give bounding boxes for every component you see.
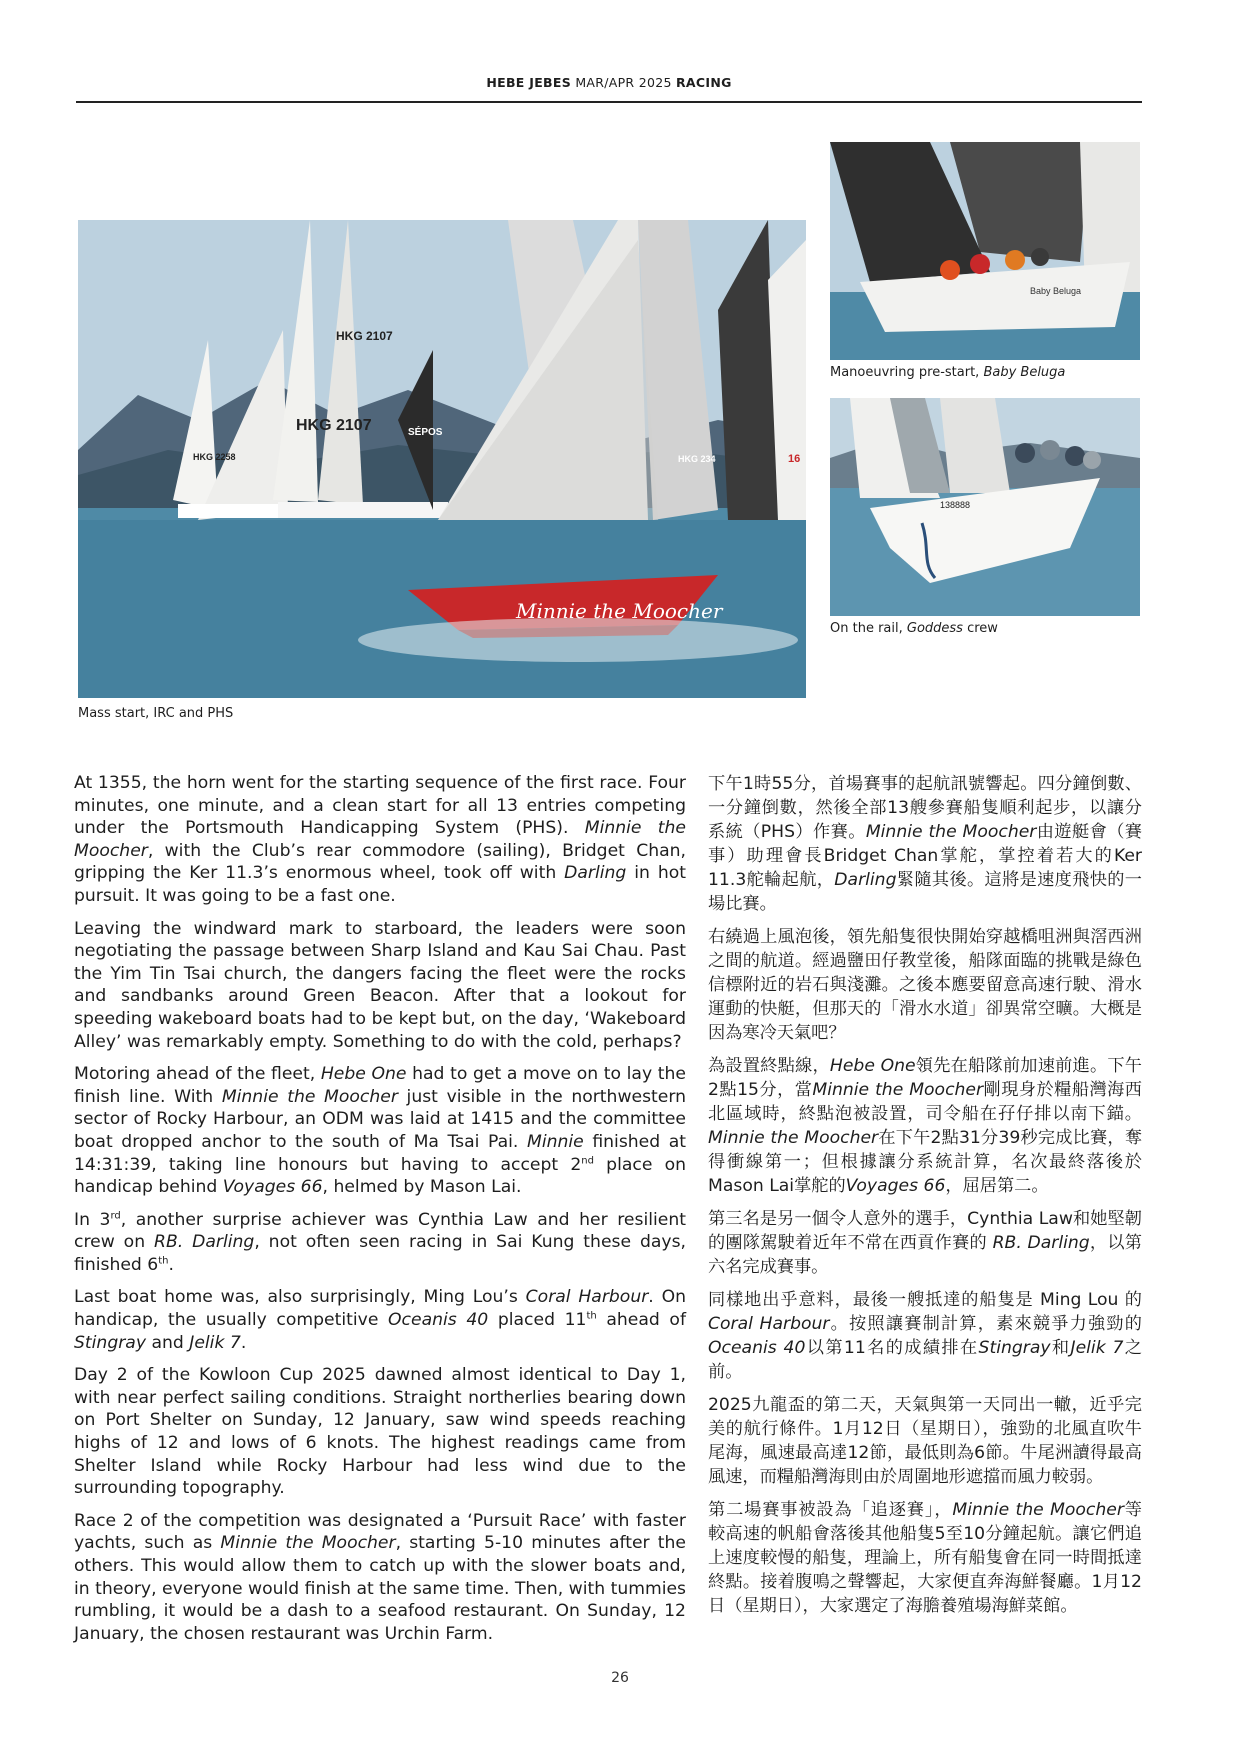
mid-right-caption-boat: Goddess [906, 621, 963, 636]
top-right-photo [830, 142, 1140, 360]
chinese-paragraph-6: 2025九龍盃的第二天，天氣與第一天同出一轍，近乎完美的航行條件。1月12日（星期日），強勁的北風直吹牛尾海，風速最高達12節，最低則為6節。牛尾洲讀得最高風速，而糧船灣海則由於周圍地形遮擋而風力較弱。 [708, 1395, 1142, 1487]
mid-right-caption-text: On the rail, [830, 621, 907, 636]
english-paragraph-7: Race 2 of the competition was designated a ‘Pursuit Race’ with faster yachts, such as Minnie the Moocher, starting 5-10 minutes after the others. This would allow them to catch up with the slower boats and, in theory, everyone would finish at the same time. Then, with tummies rumbling, it would be a dash to a seafood restaurant. On Sunday, 12 January, the chosen restaurant was Urchin Farm. [74, 1510, 687, 1644]
main-photo-caption: Mass start, IRC and PHS [78, 706, 234, 721]
english-paragraph-5: Last boat home was, also surprisingly, Ming Lou’s Coral Harbour. On handicap, the usually competitive Oceanis 40 placed 11th ahead of Stingray and Jelik 7. [74, 1287, 686, 1353]
chinese-paragraph-7: 第二場賽事被設為「追逐賽」，Minnie the Moocher等較高速的帆船會落後其他船隻5至10分鐘起航。讓它們追上速度較慢的船隻，理論上，所有船隻會在同一時間抵達終點。接着腹鳴之聲響起，大家便直奔海鮮餐廳。1月12日（星期日），大家選定了海膽養殖場海鮮菜館。 [708, 1500, 1142, 1616]
chinese-paragraph-1: 下午1時55分，首場賽事的起航訊號響起。四分鐘倒數、一分鐘倒數，然後全部13艘參賽船隻順利起步，以讓分系統（PHS）作賽。Minnie the Moocher由遊艇會（賽事）助理會長Bridget Chan掌舵，掌控着若大的Ker 11.3舵輪起航，Darling緊隨其後。這將是速度飛快的一場比賽。 [708, 774, 1142, 914]
mid-right-photo [830, 398, 1140, 616]
mid-right-caption-suffix: crew [962, 621, 998, 636]
english-article-column [74, 772, 686, 1655]
header-rule [76, 101, 1142, 103]
sail-number-3: HKG 2258 [193, 452, 236, 462]
chinese-paragraph-4: 第三名是另一個令人意外的選手，Cynthia Law和她堅韌的團隊駕駛着近年不常在西貢作賽的 RB. Darling，以第六名完成賽事。 [708, 1209, 1142, 1277]
goddess-hull-number: 138888 [940, 500, 971, 510]
chinese-paragraph-2: 右繞過上風泡後，領先船隻很快開始穿越橋咀洲與滘西洲之間的航道。經過鹽田仔教堂後，船隊面臨的挑戰是綠色信標附近的岩石與淺灘。之後本應要留意高速行駛、滑水運動的快艇，但那天的「滑水水道」卻異常空曠。大概是因為寒冷天氣吧？ [708, 927, 1142, 1043]
english-paragraph-4: In 3rd, another surprise achiever was Cynthia Law and her resilient crew on RB. Darling, not often seen racing in Sai Kung these days, finished 6th. [74, 1209, 686, 1275]
page-number: 26 [611, 1670, 629, 1686]
chinese-paragraph-3: 為設置終點線，Hebe One領先在船隊前加速前進。下午2點15分，當Minnie the Moocher剛現身於糧船灣海西北區域時，終點泡被設置，司令船在孖仔排以南下錨。Minnie the Moocher在下午2點31分39秒完成比賽，奪得衝線第一；但根據讓分系統計算，名次最終落後於Mason Lai掌舵的Voyages 66，屈居第二。 [708, 1056, 1143, 1196]
chinese-article-column [708, 772, 1142, 1627]
mid-right-photo-illustration [830, 398, 1140, 616]
top-right-caption-boat: Baby Beluga [983, 365, 1066, 380]
chinese-paragraph-5: 同樣地出乎意料，最後一艘抵達的船隻是 Ming Lou 的 Coral Harbour。按照讓賽制計算，素來競爭力強勁的 Oceanis 40以第11名的成績排在Stingray和Jelik 7之前。 [708, 1290, 1142, 1382]
header-brand: HEBE JEBES [486, 75, 572, 90]
mid-right-caption [830, 621, 998, 636]
top-right-photo-illustration [830, 142, 1140, 360]
english-paragraph-3: Motoring ahead of the fleet, Hebe One had to get a move on to lay the finish line. With Minnie the Moocher just visible in the northwestern sector of Rocky Harbour, an ODM was laid at 1415 and the committee boat dropped anchor to the south of Ma Tsai Pai. Minnie finished at 14:31:39, taking line honours but having to accept 2nd place on handicap behind Voyages 66, helmed by Mason Lai. [74, 1064, 687, 1198]
english-paragraph-6: Day 2 of the Kowloon Cup 2025 dawned almost identical to Day 1, with near perfect sailing conditions. Straight northerlies bearing down on Port Shelter on Sunday, 12 January, saw wind speeds reaching highs of 12 and lows of 6 knots. The highest readings came from Shelter Island while Rocky Harbour had less wind due to the surrounding topography. [74, 1365, 686, 1499]
sail-number-1: HKG 2107 [296, 417, 372, 434]
sail-number-6: SÉPOS [408, 427, 443, 438]
top-right-caption [830, 365, 1065, 380]
running-header [76, 75, 1142, 90]
english-paragraph-2: Leaving the windward mark to starboard, the leaders were soon negotiating the passage between Sharp Island and Kau Sai Chau. Past the Yim Tin Tsai church, the dangers facing the fleet were the rocks and sandbanks around Green Beacon. After that a lookout for speeding wakeboard boats had to be kept but, on the day, ‘Wakeboard Alley’ was remarkably empty. Something to do with the cold, perhaps? [74, 918, 686, 1052]
main-photo-illustration [78, 220, 806, 698]
header-section: RACING [676, 75, 732, 90]
baby-beluga-hull-text: Baby Beluga [1030, 286, 1082, 296]
hull-name-text: Minnie the Moocher [516, 599, 723, 623]
top-right-caption-text: Manoeuvring pre-start, [830, 365, 984, 380]
sail-number-5: 16 [788, 453, 801, 465]
main-photo [78, 220, 806, 698]
header-issue: MAR/APR 2025 [575, 75, 672, 90]
english-paragraph-1: At 1355, the horn went for the starting sequence of the first race. Four minutes, one minute, and a clean start for all 13 entries competing under the Portsmouth Handicapping System (PHS). Minnie the Moocher, with the Club’s rear commodore (sailing), Bridget Chan, gripping the Ker 11.3’s enormous wheel, took off with Darling in hot pursuit. It was going to be a fast one. [74, 773, 686, 906]
sail-number-4: HKG 234 [678, 454, 716, 464]
sail-number-2: HKG 2107 [336, 329, 393, 343]
